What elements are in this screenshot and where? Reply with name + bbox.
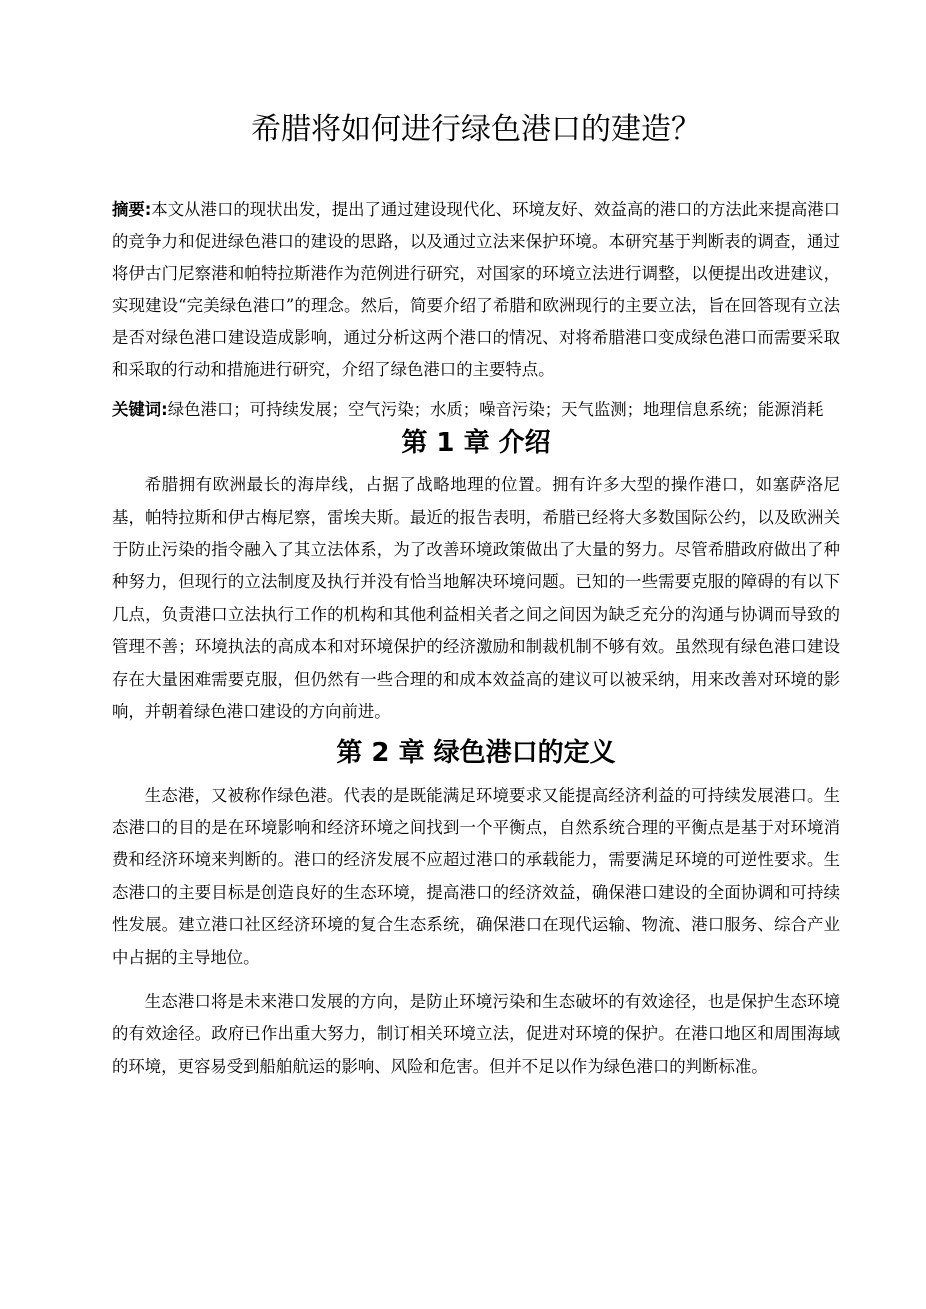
chapter-2-paragraph-2: 生态港口将是未来港口发展的方向，是防止环境污染和生态破坏的有效途径，也是保护生态环境的有效途径。政府已作出重大努力，制订相关环境立法，促进对环境的保护。在港口地区和周围海域的环境，更容易受到船舶航运的影响、风险和危害。但并不足以作为绿色港口的判断标准。 <box>112 992 840 1076</box>
chapter-1-heading: 第 1 章 介绍 <box>401 428 551 458</box>
abstract-label <box>112 200 151 219</box>
abstract-text: 本文从港口的现状出发，提出了通过建设现代化、环境友好、效益高的港口的方法此来提高港口的竞争力和促进绿色港口的建设的思路，以及通过立法来保护环境。本研究基于判断表的调查，通过将伊古门尼察港和帕特拉斯港作为范例进行研究，对国家的环境立法进行调整，以便提出改进建议，实现建设“完美绿色港口”的理念。然后，简要介绍了希腊和欧洲现行的主要立法，旨在回答现有立法是否对绿色港口建设造成影响，通过分析这两个港口的情况、对将希腊港口变成绿色港口而需要采取和采取的行动和措施进行研究，介绍了绿色港口的主要特点。 <box>112 200 841 379</box>
keywords <box>112 394 840 426</box>
keywords-text: 绿色港口；可持续发展；空气污染；水质；噪音污染；天气监测；地理信息系统；能源消耗 <box>167 400 824 419</box>
keywords-label-colon: : <box>161 400 168 419</box>
abstract-label-colon: : <box>144 200 152 219</box>
document-page <box>112 112 840 1083</box>
keywords-label <box>112 400 168 419</box>
abstract-label-text: 摘要 <box>112 200 145 219</box>
chapter-1-paragraph-1: 希腊拥有欧洲最长的海岸线，占据了战略地理的位置。拥有许多大型的操作港口，如塞萨洛尼基，帕特拉斯和伊古梅尼察，雷埃夫斯。最近的报告表明，希腊已经将大多数国际公约，以及欧洲关于防止污染的指令融入了其立法体系，为了改善环境政策做出了大量的努力。尽管希腊政府做出了种种努力，但现行的立法制度及执行并没有恰当地解决环境问题。已知的一些需要克服的障碍的有以下几点，负责港口立法执行工作的机构和其他利益相关者之间之间因为缺乏充分的沟通与协调而导致的管理不善；环境执法的高成本和对环境保护的经济激励和制裁机制不够有效。虽然现有绿色港口建设存在大量困难需要克服，但仍然有一些合理的和成本效益高的建议可以被采纳，用来改善对环境的影响，并朝着绿色港口建设的方向前进。 <box>112 475 840 722</box>
keywords-label-text: 关键词 <box>112 400 162 419</box>
chapter-2-paragraph-1: 生态港，又被称作绿色港。代表的是既能满足环境要求又能提高经济利益的可持续发展港口。生态港口的目的是在环境影响和经济环境之间找到一个平衡点，自然系统合理的平衡点是基于对环境消费和经济环境来判断的。港口的经济发展不应超过港口的承载能力，需要满足环境的可逆性要求。生态港口的主要目标是创造良好的生态环境，提高港口的经济效益，确保港口建设的全面协调和可持续性发展。建立港口社区经济环境的复合生态系统，确保港口在现代运输、物流、港口服务、综合产业中占据的主导地位。 <box>112 785 840 967</box>
abstract <box>112 194 840 386</box>
document-title: 希腊将如何进行绿色港口的建造？ <box>251 112 701 147</box>
chapter-2-heading: 第 2 章 绿色港口的定义 <box>336 738 616 769</box>
